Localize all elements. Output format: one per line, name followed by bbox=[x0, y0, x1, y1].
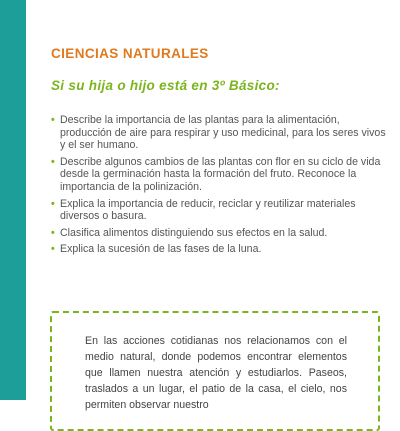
learning-goals-list bbox=[51, 114, 391, 260]
list-item bbox=[51, 198, 391, 223]
section-title: CIENCIAS NATURALES bbox=[51, 46, 209, 61]
bullet-icon: • bbox=[51, 243, 55, 256]
list-item bbox=[51, 114, 391, 152]
bullet-icon: • bbox=[51, 155, 55, 168]
info-box bbox=[50, 311, 380, 431]
list-item-text: Explica la sucesión de las fases de la luna. bbox=[60, 243, 262, 256]
list-item-text: Clasifica alimentos distinguiendo sus efectos en la salud. bbox=[60, 226, 328, 239]
list-item bbox=[51, 156, 391, 194]
side-color-band bbox=[0, 0, 26, 400]
list-item-text: Explica la importancia de reducir, reciclar y reutilizar materiales diversos o basura. bbox=[60, 197, 356, 223]
bullet-icon: • bbox=[51, 226, 55, 239]
list-item-text: Describe la importancia de las plantas para la alimentación, producción de aire para respirar y uso medicinal, para los seres vivos y el ser humano. bbox=[60, 114, 386, 152]
list-item bbox=[51, 243, 391, 256]
document-page bbox=[26, 0, 400, 411]
bullet-icon: • bbox=[51, 114, 55, 126]
info-box-text: En las acciones cotidianas nos relacionamos con el medio natural, donde podemos encontrar elementos que llamen nuestra atención y estudiarlos. Paseos, traslados a un lugar, el patio de la casa, el cielo, nos permiten observar nuestro bbox=[85, 335, 347, 411]
bullet-icon: • bbox=[51, 197, 55, 210]
list-item-text: Describe algunos cambios de las plantas con flor en su ciclo de vida desde la germinación hasta la formación del fruto. Reconoce la importancia de la polinización. bbox=[60, 155, 381, 193]
section-subtitle: Si su hija o hijo está en 3º Básico: bbox=[51, 78, 280, 93]
list-item bbox=[51, 227, 391, 240]
